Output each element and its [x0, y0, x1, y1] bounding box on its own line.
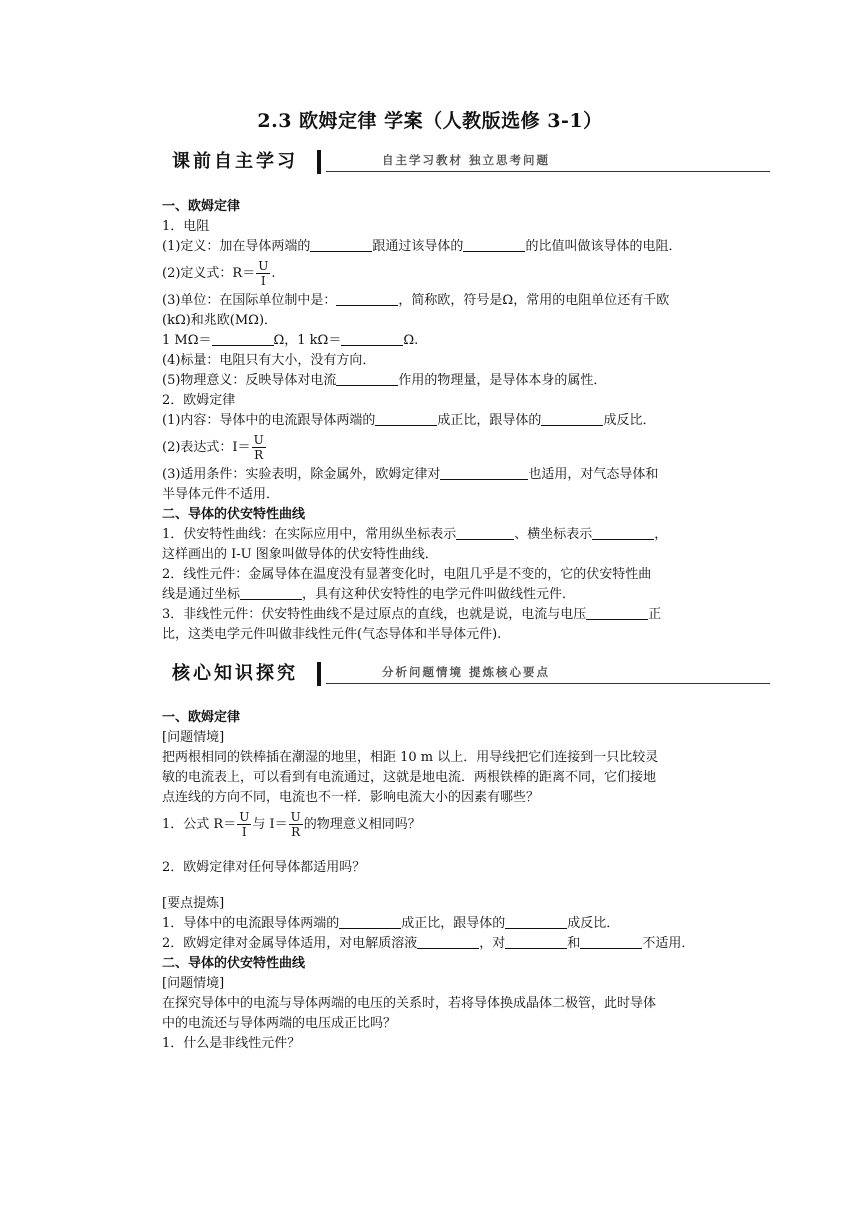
heading: 一、欧姆定律	[162, 710, 241, 725]
fill-blank[interactable]	[505, 914, 567, 929]
heading: 一、欧姆定律	[162, 199, 241, 214]
expression-line: (2)表达式：I＝ $\frac{U}{R}$	[162, 433, 264, 462]
paragraph-line: 中的电流还与导体两端的电压成正比吗？	[162, 1016, 397, 1031]
nonlinear-line: 3．非线性元件：伏安特性曲线不是过原点的直线，也就是说，电流与电压 正	[162, 607, 662, 622]
unit-line-2: (kΩ)和兆欧(MΩ)．	[162, 313, 278, 328]
apply-line: (3)适用条件：实验表明，除金属外，欧姆定律对 也适用，对气态导体和	[162, 467, 659, 482]
scalar-line: (4)标量：电阻只有大小，没有方向．	[162, 353, 376, 368]
banner-bar	[317, 150, 321, 174]
fill-blank[interactable]	[375, 411, 437, 426]
linear-line-2: 线是通过坐标 ，具有这种伏安特性的电学元件叫做线性元件．	[162, 587, 576, 602]
pre-study-content	[162, 197, 738, 645]
key-point-1: 1．导体中的电流跟导体两端的 成正比，跟导体的 成反比．	[162, 916, 620, 931]
banner-subtitle: 分析问题情境 提炼核心要点	[382, 665, 551, 679]
spacer	[162, 842, 738, 858]
formula-line: (2)定义式：R＝ $\frac{U}{I}$ .	[162, 259, 276, 288]
banner-tag: 课前自主学习	[172, 151, 298, 172]
fill-blank[interactable]	[541, 411, 603, 426]
core-knowledge-content	[162, 708, 738, 1054]
paragraph-line: 把两根相同的铁棒插在潮湿的地里，相距 10 m 以上．用导线把它们连接到一只比较灵	[162, 750, 659, 765]
question-line: 1．什么是非线性元件？	[162, 1036, 301, 1051]
linear-line: 2．线性元件：金属导体在温度没有显著变化时，电阻几乎是不变的，它的伏安特性曲	[162, 567, 652, 582]
spacer	[162, 878, 738, 894]
fill-blank[interactable]	[440, 465, 528, 480]
fraction-u-over-i: $\frac{U}{I}$	[239, 810, 250, 839]
banner-rule	[326, 683, 770, 684]
unit-line: (3)单位：在国际单位制中是： ，简称欧，符号是Ω，常用的电阻单位还有千欧	[162, 293, 670, 308]
question-1: 1．公式 R＝ $\frac{U}{I}$ 与 I＝ $\frac{U}{R}$ 的物理意义相同吗？	[162, 810, 421, 839]
fill-blank[interactable]	[336, 291, 398, 306]
page-title: 2.3 欧姆定律 学案（人教版选修 3-1）	[257, 110, 603, 132]
fill-blank[interactable]	[463, 237, 525, 252]
meaning-line: (5)物理意义：反映导体对电流 作用的物理量，是导体本身的属性．	[162, 373, 607, 388]
fill-blank[interactable]	[341, 331, 403, 346]
va-line: 1．伏安特性曲线：在实际应用中，常用纵坐标表示 、横坐标表示 ，	[162, 527, 668, 542]
va-line-2: 这样画出的 I-U 图象叫做导体的伏安特性曲线．	[162, 547, 438, 562]
fill-blank[interactable]	[212, 331, 274, 346]
key-point-2: 2．欧姆定律对金属导体适用，对电解质溶液 ，对 和 不适用．	[162, 936, 695, 951]
fraction-u-over-r: $\frac{U}{R}$	[253, 433, 264, 462]
paragraph-line: 在探究导体中的电流与导体两端的电压的关系时，若将导体换成晶体二极管，此时导体	[162, 996, 657, 1011]
heading: 二、导体的伏安特性曲线	[162, 507, 306, 522]
fill-blank[interactable]	[586, 605, 648, 620]
conversion-line: 1 MΩ＝ Ω，1 kΩ＝ Ω.	[162, 333, 419, 348]
paragraph-line: 点连线的方向不同，电流也不一样．影响电流大小的因素有哪些？	[162, 790, 540, 805]
apply-line-2: 半导体元件不适用．	[162, 487, 280, 502]
label: [要点提炼]	[162, 896, 225, 911]
fill-blank[interactable]	[336, 371, 398, 386]
label: [问题情境]	[162, 976, 225, 991]
section-banner-pre-study	[160, 150, 770, 176]
subheading: 2．欧姆定律	[162, 393, 236, 408]
fill-blank[interactable]	[240, 585, 302, 600]
fill-blank[interactable]	[580, 934, 642, 949]
definition-line: (1)定义：加在导体两端的 跟通过该导体的 的比值叫做该导体的电阻．	[162, 239, 682, 254]
subheading: 1．电阻	[162, 219, 210, 234]
paragraph-line: 敏的电流表上，可以看到有电流通过，这就是地电流．两根铁棒的距离不同，它们接地	[162, 770, 657, 785]
banner-bar	[317, 662, 321, 686]
fill-blank[interactable]	[592, 525, 654, 540]
fill-blank[interactable]	[339, 914, 401, 929]
fill-blank[interactable]	[310, 237, 372, 252]
section-banner-core-knowledge	[160, 662, 770, 688]
heading: 二、导体的伏安特性曲线	[162, 956, 306, 971]
fill-blank[interactable]	[417, 934, 479, 949]
question-2: 2．欧姆定律对任何导体都适用吗？	[162, 860, 366, 875]
fill-blank[interactable]	[456, 525, 514, 540]
nonlinear-line-2: 比，这类电学元件叫做非线性元件(气态导体和半导体元件).	[162, 627, 502, 642]
fraction-u-over-r: $\frac{U}{R}$	[290, 810, 301, 839]
content-line: (1)内容：导体中的电流跟导体两端的 成正比，跟导体的 成反比．	[162, 413, 656, 428]
banner-tag: 核心知识探究	[172, 663, 298, 684]
fraction-u-over-i: $\frac{U}{I}$	[258, 259, 269, 288]
label: [问题情境]	[162, 730, 225, 745]
banner-rule	[326, 171, 770, 172]
banner-subtitle: 自主学习教材 独立思考问题	[382, 153, 551, 167]
fill-blank[interactable]	[505, 934, 567, 949]
